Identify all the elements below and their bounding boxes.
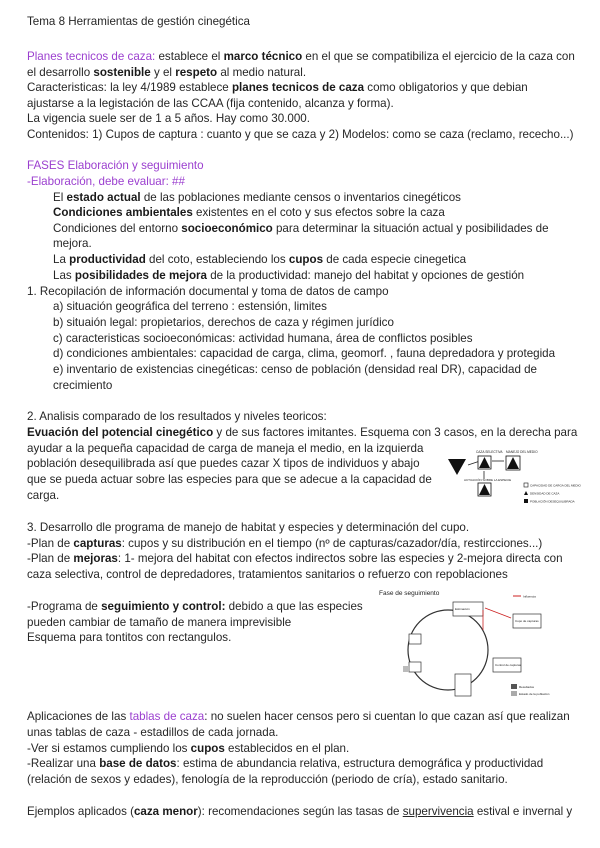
paragraph-line [27,80,528,95]
fig1-legend-1: CAPACIDAD DE CARGA DEL MEDIO [530,483,581,488]
paragraph-line [27,741,349,756]
text-run: estival e invernal y [473,805,573,818]
text-run: : 1- mejora del habitat con efectos indirectos sobre las especies y 2-mejora directa con [117,552,563,565]
numbered-item: 3. Desarrollo dle programa de manejo de habitat y especies y determinación del cupo. [27,521,470,534]
underlined-term: supervivencia [402,805,474,818]
fig2-box-left [409,634,421,644]
numbered-item: 1. Recopilación de información documental y toma de datos de campo [27,285,389,298]
text-run: para determinar la situación actual y posibilidades de [272,222,549,235]
fig2-legend3-label: Estado de la población [519,692,550,696]
paragraph-line: ayudar a la pequeña capacidad de carga de maneja el medio, en la izquierda [27,442,424,455]
fig2-legend2-label: Resultados [519,685,535,689]
paragraph-line [27,49,575,64]
text-run: : estima de abundancia relativa, estructura demográfica y productividad [176,757,544,770]
paragraph-line [27,65,306,80]
numbered-item: 2. Analisis comparado de los resultados y niveles teoricos: [27,410,327,423]
highlight-term: Planes tecnicos de caza: [27,50,156,63]
text-run: establece el [155,50,224,63]
paragraph-line [27,599,363,614]
paragraph-line: población desequilibrada así que puedes cazar X tipos de individuos y abajo [27,457,420,470]
list-item-cont: mejora. [53,237,92,250]
sub-item: c) caracteristicas socioeconómicas: actividad humana, área de conflictos posibles [53,332,473,345]
text-run: La [53,253,70,266]
paragraph-line: ajustarse a la legistación de las CCAA (fija contenido, alcanza y forma). [27,97,394,110]
paragraph-line [27,551,563,566]
fig2-box1-label: Estimación [455,607,470,611]
bold-term: base de datos [99,757,177,770]
paragraph-line [27,804,572,819]
text-run: y de sus factores imitantes. Esquema con 3 casos, en la derecha para [213,426,578,439]
text-run: Aplicaciones de las [27,710,130,723]
fig2-legend-swatch-2 [511,691,517,696]
paragraph-line: caza selectiva, control de depredadores, tratamientos sanitarios o refuerzo con repoblaciones [27,568,508,581]
paragraph-line [27,536,542,551]
text-run: ): recomendaciones según las tasas de [197,805,403,818]
subheading: -Elaboración, debe evaluar: ## [27,175,185,188]
fig1-legend-3: POBLACIÓN DESEQUILIBRADA [530,499,575,504]
text-run: -Plan de [27,552,74,565]
text-run: del coto, estableciendo los [145,253,289,266]
paragraph-line [27,425,577,440]
list-item [53,252,466,267]
fig1-legend-2: DENSIDAD DE CAZA [530,491,560,496]
paragraph-line: pueden cambiar de tamaño de manera imprevisible [27,616,292,629]
document-title: Tema 8 Herramientas de gestión cinegética [27,15,250,28]
paragraph-line: que se pueda actuar sobre las especies para que se adecue a la capacidad de [27,473,432,486]
fig2-title: Fase de seguimiento [379,590,440,597]
list-item [53,190,461,205]
text-run: El [53,191,67,204]
bold-term: cupos [190,742,225,755]
section-heading: FASES Elaboración y seguimiento [27,159,204,172]
bold-term: productividad [69,253,146,266]
text-run: : no suelen hacer censos pero si cuentan lo que cazan así que realizan [204,710,570,723]
fig1-legend-swatch-dark [524,499,528,503]
fig1-legend-swatch [524,483,528,487]
bold-term: respeto [175,66,218,79]
text-run: Las [53,269,75,282]
paragraph-line: Esquema para tontitos con rectangulos. [27,631,232,644]
text-run: Condiciones del entorno [53,222,182,235]
fig2-red-arrow [485,608,511,618]
text-run: -Programa de [27,600,102,613]
text-run: el desarrollo [27,66,94,79]
fig2-box-left2 [409,662,421,672]
sub-item: d) condiciones ambientales: capacidad de carga, clima, geomorf. , fauna depredadora y protegida [53,347,556,360]
text-run: establecidos en el plan. [224,742,350,755]
list-item [53,205,445,220]
text-run: : cupos y su distribución en el tiempo (nº de capturas/cazador/día, restircciones...) [121,537,543,550]
bold-term: marco técnico [223,50,303,63]
sub-item-cont: crecimiento [53,379,113,392]
text-run: Ejemplos aplicados ( [27,805,134,818]
bold-term: Evuación del potencial cinegético [27,426,214,439]
fig2-cycle-circle [408,610,488,690]
bold-term: mejoras [73,552,118,565]
fig2-legend-swatch [511,684,517,689]
population-scheme-figure [444,447,590,513]
text-run: de las poblaciones mediante censos o inventarios cinegéticos [140,191,461,204]
text-run: y el [150,66,176,79]
bold-term: caza menor [133,805,198,818]
bold-term: cupos [288,253,324,266]
paragraph-line: unas tablas de caza - estadillos de cada jornada. [27,726,279,739]
highlight-term: tablas de caza [129,710,205,723]
monitoring-cycle-figure [373,588,578,703]
fig1-label-manejo: MANEJO DEL MEDIO [506,450,538,454]
fig2-box2-label: Cupo de capturas [515,619,539,623]
bold-term: socioeconómico [181,222,273,235]
bold-term: Condiciones ambientales [53,206,193,219]
text-run: de la productividad: manejo del habitat y opciones de gestión [207,269,525,282]
text-run: Caracteristicas: la ley 4/1989 establece [27,81,232,94]
list-item [53,221,549,236]
fig1-label-caza: CAZA SELECTIVA [476,450,503,454]
paragraph-line [27,709,570,724]
paragraph-line: carga. [27,489,60,502]
sub-item: e) inventario de existencias cinegéticas: censo de población (densidad real DR), capacidad de [53,363,538,376]
text-run: existentes en el coto y sus efectos sobre la caza [192,206,445,219]
text-run: debido a que las especies [225,600,363,613]
fig1-left-triangle [448,459,466,475]
paragraph-line [27,756,543,771]
bold-term: capturas [73,537,122,550]
paragraph-line: (relación de sexos y edades), fenología de la reproducción (periodo de cría), estado sanitario. [27,773,508,786]
fig2-box3-label: Control de capturas [495,663,522,667]
text-run: de cada especie cinegetica [323,253,467,266]
sub-item: b) situaión legal: propietarios, derechos de caza y régimen jurídico [53,316,394,329]
fig2-legend-swatch-grey [403,666,409,672]
fig2-box-bottom [455,674,471,696]
fig1-legend-triangle [524,491,528,495]
bold-term: planes tecnicos de caza [231,81,365,94]
fig2-legend-label: Influencia [523,594,536,599]
bold-term: estado actual [66,191,141,204]
bold-term: posibilidades de mejora [74,269,207,282]
text-run: -Realizar una [27,757,100,770]
sub-item: a) situación geográfica del terreno : estensión, limites [53,300,327,313]
text-run: -Ver si estamos cumpliendo los [27,742,191,755]
text-run: -Plan de [27,537,74,550]
bold-term: sostenible [93,66,151,79]
text-run: en el que se compatibiliza el ejercicio de la caza con [302,50,575,63]
text-run: al medio natural. [217,66,307,79]
fig1-label-actuacion: ACTUACIÓN SOBRE LA ESPECIE [464,478,512,482]
paragraph-line: La vigencia suele ser de 1 a 5 años. Hay como 30.000. [27,112,310,125]
text-run: como obligatorios y que debian [364,81,528,94]
list-item [53,268,524,283]
bold-term: seguimiento y control: [101,600,226,613]
paragraph-line: Contenidos: 1) Cupos de captura : cuanto y que se caza y 2) Modelos: como se caza (reclamo, rececho...) [27,128,574,141]
